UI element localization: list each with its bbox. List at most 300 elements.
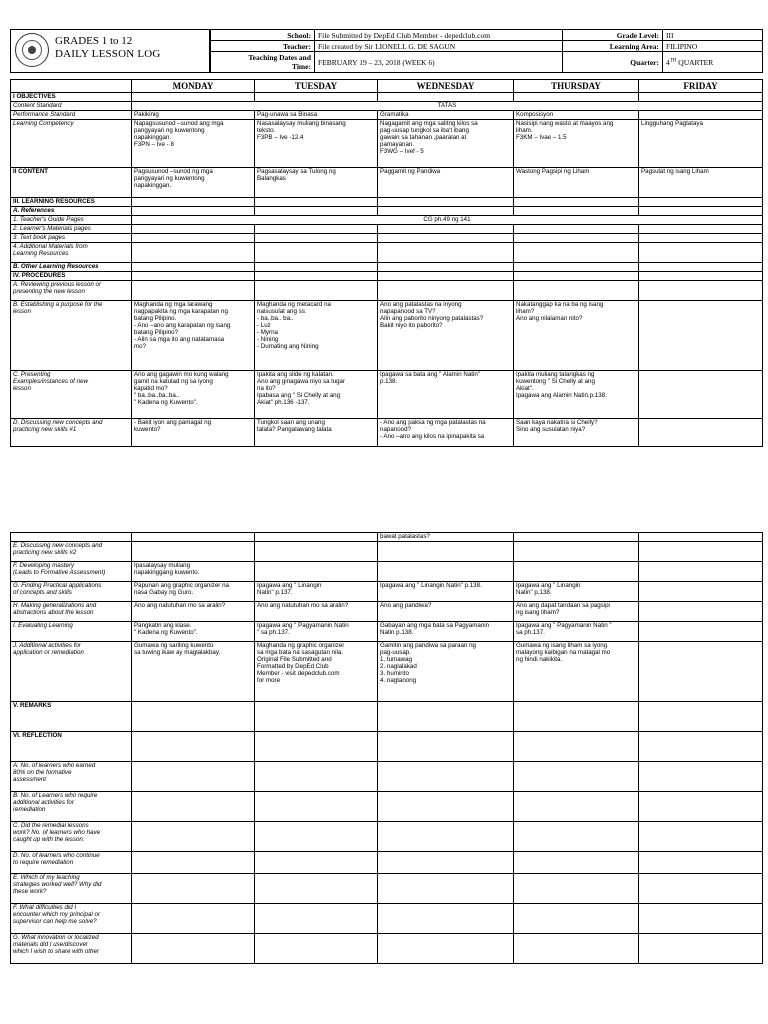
competency-tuesday-line: F3PB – Ive -12.4	[257, 134, 304, 141]
procedure-d-friday	[639, 419, 763, 447]
empty-cell	[514, 822, 639, 852]
performance-standard-label: Performance Standard	[11, 111, 132, 120]
table-row	[11, 111, 763, 120]
doc-title-dll: DAILY LESSON LOG	[55, 48, 161, 60]
table-row	[11, 120, 763, 168]
procedure-c-monday-line: " ba..ba..ba..ba..	[134, 392, 180, 399]
reflection-heading: VI. REFLECTION	[11, 732, 132, 762]
empty-cell	[378, 234, 514, 243]
empty-cell	[639, 702, 763, 732]
competency-monday-line: pangyayari ng kuwentong	[134, 127, 205, 134]
empty-cell	[514, 272, 639, 281]
empty-cell	[255, 272, 378, 281]
day-header-thursday: THURSDAY	[514, 80, 639, 93]
empty-cell	[639, 542, 763, 562]
procedure-j-wednesday-line: 4. nagtanong	[380, 677, 417, 684]
table-row	[11, 419, 763, 447]
procedure-b-tuesday-line: - Luz	[257, 322, 271, 329]
procedure-f-monday-line: Ipasalaysay muliang	[134, 562, 191, 569]
procedure-c-tuesday-line: Ipabasa ang " Si Chelly at ang	[257, 392, 341, 399]
procedure-b-thursday-line: Ano ang nilalaman nito?	[516, 315, 583, 322]
procedure-f-monday-line: napakinggang kuwento.	[134, 569, 200, 576]
empty-cell	[132, 542, 255, 562]
procedure-b-monday	[132, 301, 255, 371]
procedure-c-label-line: C. Presenting	[13, 371, 51, 378]
learners-materials-label: 2. Learner's Materials pages	[11, 225, 132, 234]
content-tuesday-line: Balangkas	[257, 175, 286, 182]
competency-monday-line: Napagsusunod –sunod ang mga	[134, 120, 224, 127]
empty-cell	[132, 874, 255, 904]
procedure-c-wednesday-line: Ipagawa sa bata ang " Alamin Natin"	[380, 371, 481, 378]
procedure-a-label	[11, 281, 132, 301]
empty-cell	[514, 93, 639, 102]
reflection-item-g-line: materials did I use/discover	[13, 941, 88, 948]
procedure-h-thursday-line: Ano ang dapat tandaan sa pagsipi	[516, 602, 610, 609]
procedure-a-label-line: presenting the new lesson	[13, 288, 85, 295]
reflection-item-a	[11, 762, 132, 792]
procedure-c-tuesday-line: Ipakita ang slide ng kalatan.	[257, 371, 334, 378]
empty-cell	[639, 934, 763, 964]
empty-cell	[255, 263, 378, 272]
content-wednesday	[378, 168, 514, 198]
procedure-g-label-line: of concepts and skills	[13, 589, 72, 596]
procedure-j-wednesday-line: 3. huminto	[380, 670, 409, 677]
table-row	[11, 243, 763, 263]
procedure-d-thursday-line: Sino ang susulatan niya?	[516, 426, 586, 433]
empty-cell	[514, 702, 639, 732]
table-row	[11, 602, 763, 622]
procedure-c-label	[11, 371, 132, 419]
content-wednesday-line: Paggamit ng Pandiwa	[380, 168, 441, 175]
procedure-j-wednesday-line: 2. naglalakad	[380, 663, 417, 670]
procedure-g-label-line: G. Finding Practical applications	[13, 582, 102, 589]
reflection-item-d	[11, 852, 132, 874]
empty-cell	[255, 207, 378, 216]
procedure-b-wednesday-line: napapanood sa TV?	[380, 308, 436, 315]
procedure-c-thursday-line: Ipagawa ang Alamin Natin.p.138.	[516, 392, 607, 399]
procedure-g-wednesday-line: Ipagawa ang " Linangin Natin" p.138.	[380, 582, 482, 589]
empty-cell	[378, 207, 514, 216]
empty-cell	[132, 243, 255, 263]
empty-cell	[132, 272, 255, 281]
table-row	[11, 582, 763, 602]
empty-cell	[639, 852, 763, 874]
competency-thursday-line: Nasisipi nang wasto at maayos ang	[516, 120, 614, 127]
table-row	[11, 102, 763, 111]
empty-cell	[514, 281, 639, 301]
procedure-f-tuesday	[255, 562, 378, 582]
procedure-b-monday-line: - Alin sa mga ito ang natatamasa	[134, 336, 225, 343]
content-tuesday	[255, 168, 378, 198]
table-row	[11, 622, 763, 642]
procedure-g-tuesday-line: Natin" p.137.	[257, 589, 293, 596]
teacher-value: File created by Sir LIONELL G. DE SAGUN	[315, 41, 563, 52]
reflection-item-c	[11, 822, 132, 852]
table-row	[11, 80, 763, 93]
reflection-item-c-line: C. Did the remedial lessons	[13, 822, 89, 829]
procedure-i-monday-line: Pangkatin ang klase.	[134, 622, 192, 629]
empty-cell	[514, 243, 639, 263]
procedure-g-monday-line: Papunan ang graphic organizer na	[134, 582, 229, 589]
empty-cell	[639, 263, 763, 272]
additional-materials-label	[11, 243, 132, 263]
empty-cell	[378, 263, 514, 272]
procedure-c-thursday-line: Ipakita muliang talangkas ng	[516, 371, 595, 378]
header-meta-table	[210, 29, 763, 73]
table-row	[11, 874, 763, 904]
reflection-item-f-line: F. What difficulties did I	[13, 904, 77, 911]
procedure-b-thursday	[514, 301, 639, 371]
reflection-item-b	[11, 792, 132, 822]
procedure-h-tuesday-line: Ano ang natutuhan mo sa aralin?	[257, 602, 349, 609]
procedure-d-continued-wednesday: bawat patalastas?	[378, 533, 514, 542]
procedure-g-thursday	[514, 582, 639, 602]
procedure-g-monday	[132, 582, 255, 602]
procedure-j-label-line: J. Additional activities for	[13, 642, 81, 649]
procedure-c-monday-line: " Kadena ng Kuwento".	[134, 399, 198, 406]
procedure-h-friday	[639, 602, 763, 622]
day-header-friday: FRIDAY	[639, 80, 763, 93]
procedure-i-wednesday-line: Gabayan ang mga bata sa Pagyamanin	[380, 622, 490, 629]
learning-area-value: FILIPINO	[663, 41, 763, 52]
procedure-j-tuesday-line: Formatted by DepEd Club	[257, 663, 329, 670]
competency-wednesday	[378, 120, 514, 168]
procedure-h-label-line: abstractions about the lesson	[13, 609, 94, 616]
procedure-c-friday	[639, 371, 763, 419]
procedure-i-friday	[639, 622, 763, 642]
procedure-b-thursday-line: Nakatanggap ka na ba ng isang	[516, 301, 604, 308]
reflection-item-g-line: G. What innovation or localized	[13, 934, 99, 941]
day-header-tuesday: TUESDAY	[255, 80, 378, 93]
reflection-item-f-line: supervisor can help me solve?	[13, 918, 97, 925]
empty-cell	[255, 702, 378, 732]
corner-cell	[11, 80, 132, 93]
empty-cell	[639, 272, 763, 281]
empty-cell	[378, 93, 514, 102]
table-row	[11, 934, 763, 964]
procedure-b-tuesday-line: - Myrna	[257, 329, 278, 336]
procedure-j-tuesday	[255, 642, 378, 702]
content-heading: II CONTENT	[11, 168, 132, 198]
reflection-item-a-line: assessment	[13, 776, 47, 783]
procedure-c-wednesday	[378, 371, 514, 419]
procedure-f-label-line: F. Developing mastery	[13, 562, 75, 569]
reflection-item-f-line: encounter which my principal or	[13, 911, 101, 918]
reflection-item-a-line: A. No. of learners who earned	[13, 762, 96, 769]
reflection-item-e-line: these work?	[13, 888, 47, 895]
procedure-h-wednesday	[378, 602, 514, 622]
procedure-j-tuesday-line: Member - visit depedclub.com	[257, 670, 340, 677]
empty-cell	[378, 225, 514, 234]
empty-cell	[514, 207, 639, 216]
lesson-log-table-page2	[10, 532, 763, 964]
competency-wednesday-line: F3WG – Ivef - 5	[380, 148, 424, 155]
table-row	[11, 225, 763, 234]
empty-cell	[514, 762, 639, 792]
empty-cell	[132, 732, 255, 762]
procedure-b-wednesday-line: Bakit niyo ito paborito?	[380, 322, 443, 329]
header-logo-block	[10, 29, 210, 73]
empty-cell	[255, 533, 378, 542]
empty-cell	[378, 281, 514, 301]
empty-cell	[378, 822, 514, 852]
table-row	[11, 822, 763, 852]
empty-cell	[514, 198, 639, 207]
empty-cell	[132, 198, 255, 207]
procedure-b-tuesday-line: - ba..ba.. ba..	[257, 315, 294, 322]
procedure-d-label-line: practicing new skills #1	[13, 426, 77, 433]
procedure-i-tuesday	[255, 622, 378, 642]
procedure-c-monday-line: kapatid mo?	[134, 385, 168, 392]
procedure-c-tuesday-line: na ito?	[257, 385, 276, 392]
teachers-guide-value: CG ph.49 ng 141	[132, 216, 763, 225]
empty-cell	[639, 533, 763, 542]
table-row	[11, 542, 763, 562]
table-row	[11, 168, 763, 198]
procedure-j-tuesday-line: Original File Submitted and	[257, 656, 332, 663]
empty-cell	[378, 762, 514, 792]
empty-cell	[255, 732, 378, 762]
empty-cell	[514, 263, 639, 272]
table-row	[11, 792, 763, 822]
day-header-monday: MONDAY	[132, 80, 255, 93]
procedure-e-label	[11, 542, 132, 562]
procedure-j-label-line: application or remediation	[13, 649, 84, 656]
grade-level-value: III	[663, 30, 763, 41]
table-row	[11, 207, 763, 216]
competency-friday-line: Lingguhang Pagtataya	[641, 120, 703, 127]
empty-cell	[132, 904, 255, 934]
learning-area-label: Learning Area:	[563, 41, 663, 52]
procedure-i-thursday	[514, 622, 639, 642]
procedure-i-thursday-line: Ipagawa ang " Pagyamanin Natin "	[516, 622, 612, 629]
procedure-h-thursday-line: ng isang liham?	[516, 609, 560, 616]
procedure-j-wednesday-line: Gamitin ang pandiwa sa paraan ng	[380, 642, 476, 649]
procedure-f-thursday	[514, 562, 639, 582]
reflection-item-e-line: strategies worked well? Why did	[13, 881, 102, 888]
procedure-g-tuesday	[255, 582, 378, 602]
reflection-item-d-line: D. No. of learners who continue	[13, 852, 100, 859]
procedure-c-thursday-line: kuwentong " Si Chelly at ang	[516, 378, 595, 385]
procedure-d-wednesday	[378, 419, 514, 447]
procedure-c-label-line: Examples/instances of new	[13, 378, 88, 385]
procedure-d-tuesday-line: talata? Pangalawang talata	[257, 426, 332, 433]
empty-cell	[255, 234, 378, 243]
quarter-value: 4TH QUARTER	[663, 52, 763, 73]
remarks-heading: V. REMARKS	[11, 702, 132, 732]
empty-cell	[514, 225, 639, 234]
table-row	[11, 533, 763, 542]
learning-competency-label: Learning Competency	[11, 120, 132, 168]
grade-level-label: Grade Level:	[563, 30, 663, 41]
empty-cell	[378, 198, 514, 207]
competency-monday-line: F3PN – Ive - 8	[134, 141, 174, 148]
objectives-heading: I OBJECTIVES	[11, 93, 132, 102]
empty-cell	[255, 822, 378, 852]
empty-cell	[255, 542, 378, 562]
performance-standard-value	[639, 111, 763, 120]
procedure-i-wednesday-line: Natin p.138.	[380, 629, 414, 636]
empty-cell	[132, 533, 255, 542]
procedure-c-monday	[132, 371, 255, 419]
reflection-item-e-line: E. Which of my teaching	[13, 874, 80, 881]
empty-cell	[132, 702, 255, 732]
procedure-c-thursday	[514, 371, 639, 419]
procedure-d-tuesday	[255, 419, 378, 447]
procedure-h-tuesday	[255, 602, 378, 622]
procedure-f-wednesday	[378, 562, 514, 582]
school-label: School:	[211, 30, 315, 41]
empty-cell	[639, 93, 763, 102]
procedure-h-label	[11, 602, 132, 622]
procedure-c-thursday-line: Akiat".	[516, 385, 534, 392]
procedure-i-thursday-line: sa ph.137.	[516, 629, 545, 636]
procedure-b-label	[11, 301, 132, 371]
procedure-j-wednesday-line: pag-uusap.	[380, 649, 411, 656]
content-monday-line: pangyayari ng kuwentong	[134, 175, 205, 182]
empty-cell	[255, 852, 378, 874]
table-row	[11, 263, 763, 272]
procedure-d-monday-line: - Bakit iyon ang pamagat ng	[134, 419, 212, 426]
performance-standard-value: Pakikinig	[132, 111, 255, 120]
table-row	[11, 93, 763, 102]
reflection-item-b-line: remediation	[13, 806, 46, 813]
performance-standard-value: Pag-unawa sa Binasa	[255, 111, 378, 120]
empty-cell	[255, 874, 378, 904]
empty-cell	[255, 281, 378, 301]
content-tuesday-line: Pagsasalaysay sa Tulong ng	[257, 168, 336, 175]
competency-wednesday-line: pamayanan.	[380, 141, 415, 148]
empty-cell	[132, 852, 255, 874]
procedure-d-label	[11, 419, 132, 447]
procedure-j-thursday-line: malayong kaibigan na matagal mo	[516, 649, 611, 656]
empty-cell	[132, 207, 255, 216]
empty-cell	[132, 93, 255, 102]
procedure-d-thursday	[514, 419, 639, 447]
procedure-b-wednesday-line: Alin ang paborito ninyong patalastas?	[380, 315, 484, 322]
school-value: File Submitted by DepEd Club Member - depedclub.com	[315, 30, 563, 41]
competency-wednesday-line: gawain sa tahanan ,paaralan at	[380, 134, 467, 141]
procedure-i-monday-line: " Kadena ng Kuwento".	[134, 629, 198, 636]
procedure-b-tuesday	[255, 301, 378, 371]
procedure-g-monday-line: nasa Gabay ng Guro.	[134, 589, 194, 596]
procedure-c-wednesday-line: p.138.	[380, 378, 398, 385]
empty-cell	[11, 533, 132, 542]
empty-cell	[514, 904, 639, 934]
empty-cell	[514, 852, 639, 874]
reflection-item-b-line: B. No. of Learners who require	[13, 792, 98, 799]
empty-cell	[255, 904, 378, 934]
content-friday-line: Pagsulat ng isang Liham	[641, 168, 709, 175]
procedure-j-tuesday-line: for more	[257, 677, 281, 684]
procedure-b-monday-line: batang Pilipino?	[134, 329, 179, 336]
reflection-item-g	[11, 934, 132, 964]
empty-cell	[378, 852, 514, 874]
competency-monday-line: napakinggan.	[134, 134, 172, 141]
procedure-b-wednesday-line: Ano ang patalastas na inyong	[380, 301, 462, 308]
table-row	[11, 216, 763, 225]
empty-cell	[639, 874, 763, 904]
reflection-item-b-line: additional activities for	[13, 799, 74, 806]
procedure-i-wednesday	[378, 622, 514, 642]
empty-cell	[639, 762, 763, 792]
table-row	[11, 562, 763, 582]
empty-cell	[514, 533, 639, 542]
procedure-i-tuesday-line: Ipagawa ang " Pagyamanin Natin	[257, 622, 349, 629]
dates-value: FEBRUARY 19 – 23, 2018 (WEEK 6)	[315, 52, 563, 73]
dates-label: Teaching Dates and Time:	[211, 52, 315, 73]
table-row	[11, 234, 763, 243]
procedure-b-label-line: lesson	[13, 308, 31, 315]
empty-cell	[255, 225, 378, 234]
procedure-d-label-line: D. Discussing new concepts and	[13, 419, 103, 426]
empty-cell	[132, 934, 255, 964]
table-row	[11, 198, 763, 207]
empty-cell	[255, 93, 378, 102]
empty-cell	[378, 934, 514, 964]
table-row	[11, 702, 763, 732]
procedure-g-thursday-line: Ipagawa ang " Linangin	[516, 582, 581, 589]
additional-materials-label-line: Learning Resources	[13, 250, 69, 257]
empty-cell	[378, 732, 514, 762]
procedure-d-wednesday-line: napanood?	[380, 426, 411, 433]
table-row	[11, 732, 763, 762]
procedure-j-thursday	[514, 642, 639, 702]
quarter-label: Quarter:	[563, 52, 663, 73]
procedure-h-wednesday-line: Ano ang pandiwa?	[380, 602, 432, 609]
competency-friday	[639, 120, 763, 168]
empty-cell	[255, 792, 378, 822]
empty-cell	[255, 198, 378, 207]
procedure-g-wednesday	[378, 582, 514, 602]
procedure-j-wednesday	[378, 642, 514, 702]
empty-cell	[639, 732, 763, 762]
procedure-h-monday-line: Ano ang natutuhan mo sa aralin?	[134, 602, 226, 609]
content-monday	[132, 168, 255, 198]
procedure-f-label-line: (Leads to Formative Assessment)	[13, 569, 106, 576]
empty-cell	[132, 762, 255, 792]
reflection-item-e	[11, 874, 132, 904]
reflection-item-c-line: caught up with the lesson.	[13, 836, 85, 843]
doc-title-grades: GRADES 1 to 12	[55, 35, 133, 47]
empty-cell	[132, 822, 255, 852]
empty-cell	[132, 225, 255, 234]
procedure-i-label-line: I. Evaluating Learning	[13, 622, 73, 629]
content-standard-value: TATAS	[132, 102, 763, 111]
empty-cell	[378, 542, 514, 562]
procedure-j-tuesday-line: Maghanda ng graphic organizer	[257, 642, 345, 649]
procedure-e-label-line: practicing new skills #2	[13, 549, 77, 556]
empty-cell	[514, 934, 639, 964]
reflection-item-c-line: work? No. of learners who have	[13, 829, 101, 836]
day-header-wednesday: WEDNESDAY	[378, 80, 514, 93]
reflection-item-d-line: to require remediation	[13, 859, 74, 866]
procedure-c-tuesday-line: Ano ang ginagawa niyo sa lugar	[257, 378, 346, 385]
procedure-g-thursday-line: Natin" p.138.	[516, 589, 552, 596]
procedure-d-wednesday-line: - Ano –ano ang kilos na ipinapakita sa	[380, 433, 485, 440]
empty-cell	[378, 702, 514, 732]
procedure-b-thursday-line: liham?	[516, 308, 535, 315]
empty-cell	[378, 243, 514, 263]
procedure-f-friday	[639, 562, 763, 582]
procedure-f-monday	[132, 562, 255, 582]
reflection-item-a-line: 80% on the formative	[13, 769, 72, 776]
empty-cell	[378, 904, 514, 934]
table-row	[11, 281, 763, 301]
empty-cell	[514, 732, 639, 762]
procedure-d-thursday-line: Saan kaya nakatira si Chelly?	[516, 419, 598, 426]
content-monday-line: Pagsusunod –sunod ng mga	[134, 168, 213, 175]
